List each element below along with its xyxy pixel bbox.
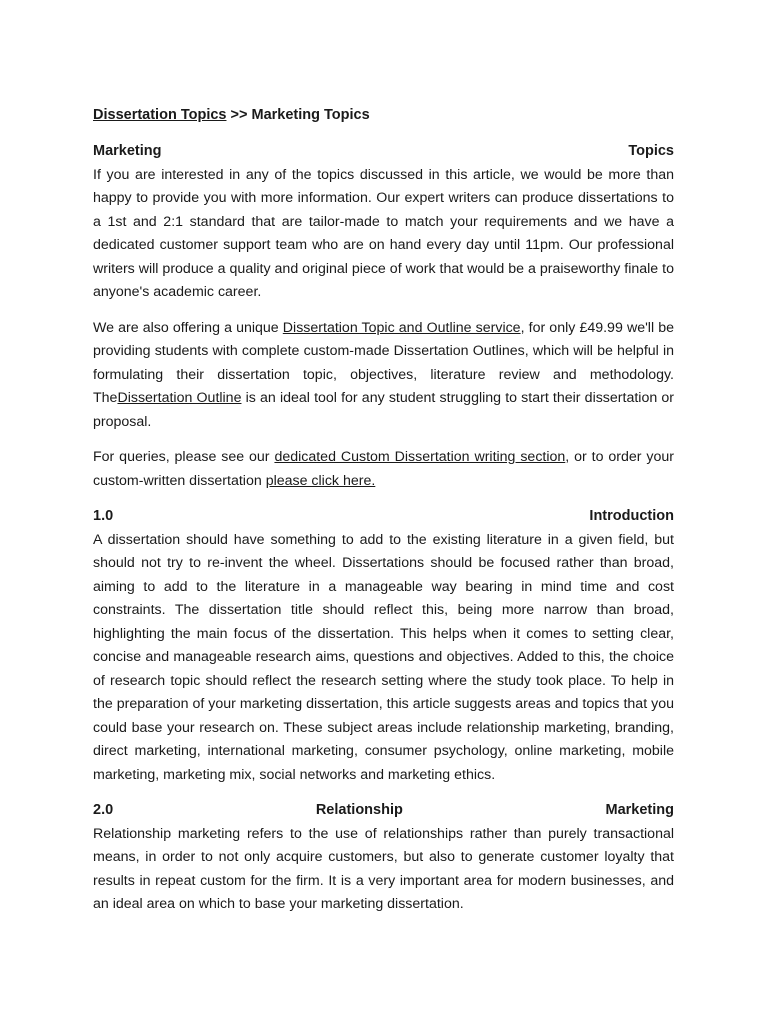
breadcrumb [93, 104, 674, 126]
intro-heading-left: Marketing [93, 143, 162, 159]
dissertation-topic-outline-service-link[interactable]: Dissertation Topic and Outline service [282, 319, 521, 336]
section-2-title-word-2: Marketing [605, 802, 674, 818]
breadcrumb-link-dissertation-topics[interactable]: Dissertation Topics [93, 107, 227, 123]
section-1-heading [93, 505, 674, 529]
queries-paragraph [93, 446, 674, 493]
section-1-title: Introduction [589, 508, 674, 524]
queries-text-1: For queries, please see our [93, 449, 275, 465]
offer-text-1: We are also offering a unique [93, 319, 283, 336]
custom-dissertation-section-link[interactable]: dedicated Custom Dissertation writing section [274, 449, 566, 465]
section-2-title-word-1: Relationship [315, 802, 403, 818]
section-1-number: 1.0 [93, 508, 114, 524]
section-1-body: A dissertation should have something to add to the existing literature in a given field, but should not try to re-invent the wheel. Dissertations should be focused rather than broad, aiming to add to the literature in a manageable way bearing in mind time and cost constraints. The dissertation title should reflect this, being more narrow than broad, highlighting the main focus of the dissertation. This helps when it comes to setting clear, concise and manageable research aims, questions and objectives. Added to this, the choice of research topic should reflect the research setting where the study took place. To help in the preparation of your marketing dissertation, this article suggests areas and topics that you could base your research on. These subject areas include relationship marketing, branding, direct marketing, international marketing, consumer psychology, online marketing, mobile marketing, marketing mix, social networks and marketing ethics. [93, 531, 674, 783]
offer-paragraph [93, 317, 674, 435]
order-click-here-link[interactable]: please click here. [265, 472, 376, 489]
dissertation-outline-link[interactable]: Dissertation Outline [117, 390, 242, 406]
breadcrumb-current: Marketing Topics [251, 107, 370, 123]
queries-text-2: , or to order your custom-written dissertation [93, 449, 674, 489]
intro-heading [93, 140, 674, 164]
section-2-heading [93, 799, 674, 823]
offer-text-2: , for only £49.99 we'll be providing students with complete custom-made Dissertation Outlines, which will be helpful in formulating their dissertation topic, objectives, literature review and methodology. The [93, 319, 674, 406]
intro-heading-right: Topics [628, 143, 674, 159]
section-2-body: Relationship marketing refers to the use of relationships rather than purely transactional means, in order to not only acquire customers, but also to generate customer loyalty that results in repeat custom for the firm. It is a very important area for modern businesses, and an ideal area on which to base your marketing dissertation. [93, 825, 674, 912]
offer-text-3: is an ideal tool for any student struggling to start their dissertation or proposal. [93, 390, 674, 430]
breadcrumb-separator: >> [226, 107, 252, 123]
document-page [93, 104, 674, 917]
intro-paragraph: If you are interested in any of the topics discussed in this article, we would be more than happy to provide you with more information. Our expert writers can produce dissertations to a 1st and 2:1 standard that are tailor-made to match your requirements and we have a dedicated customer support team who are on hand every day until 11pm. Our professional writers will produce a quality and original piece of work that would be a praiseworthy finale to anyone's academic career. [93, 166, 674, 300]
section-2-number: 2.0 [93, 802, 114, 818]
